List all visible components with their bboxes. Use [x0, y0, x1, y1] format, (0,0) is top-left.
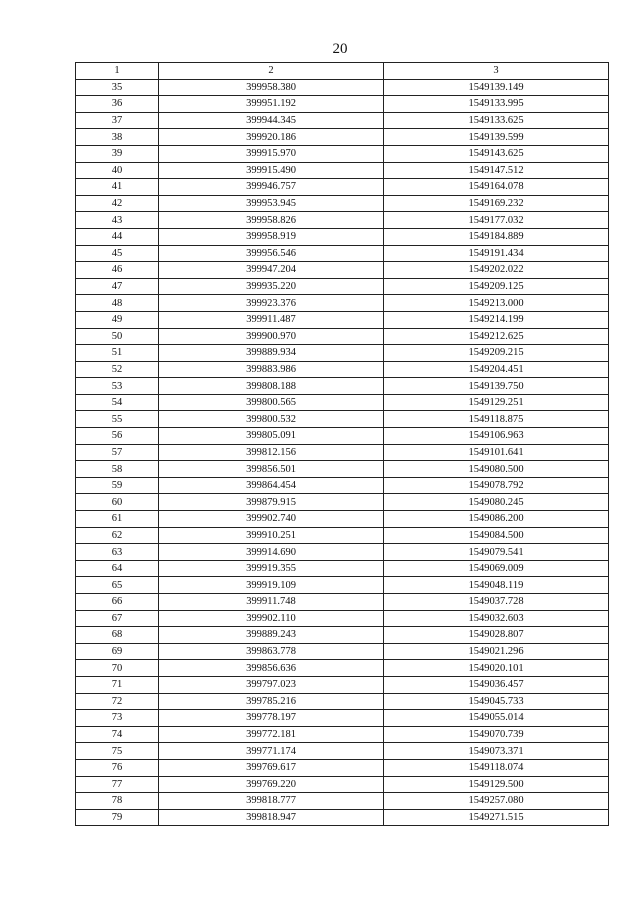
- x-coordinate-cell: 399944.345: [159, 112, 384, 129]
- y-coordinate-cell: 1549139.599: [384, 129, 609, 146]
- y-coordinate-cell: 1549073.371: [384, 743, 609, 760]
- point-number-cell: 65: [76, 577, 159, 594]
- table-row: [76, 577, 609, 594]
- x-coordinate-cell: 399769.617: [159, 759, 384, 776]
- x-coordinate-cell: 399800.532: [159, 411, 384, 428]
- table-row: [76, 809, 609, 826]
- y-coordinate-cell: 1549080.245: [384, 494, 609, 511]
- x-coordinate-cell: 399889.934: [159, 345, 384, 362]
- table-row: [76, 378, 609, 395]
- point-number-cell: 49: [76, 311, 159, 328]
- point-number-cell: 38: [76, 129, 159, 146]
- table-row: [76, 494, 609, 511]
- point-number-cell: 58: [76, 461, 159, 478]
- y-coordinate-cell: 1549209.125: [384, 278, 609, 295]
- point-number-cell: 57: [76, 444, 159, 461]
- table-row: [76, 96, 609, 113]
- y-coordinate-cell: 1549204.451: [384, 361, 609, 378]
- y-coordinate-cell: 1549213.000: [384, 295, 609, 312]
- x-coordinate-cell: 399856.501: [159, 461, 384, 478]
- table-row: [76, 361, 609, 378]
- point-number-cell: 75: [76, 743, 159, 760]
- table-row: [76, 560, 609, 577]
- point-number-cell: 51: [76, 345, 159, 362]
- point-number-cell: 47: [76, 278, 159, 295]
- x-coordinate-cell: 399797.023: [159, 676, 384, 693]
- x-coordinate-cell: 399769.220: [159, 776, 384, 793]
- table-row: [76, 228, 609, 245]
- y-coordinate-cell: 1549129.500: [384, 776, 609, 793]
- x-coordinate-cell: 399923.376: [159, 295, 384, 312]
- point-number-cell: 62: [76, 527, 159, 544]
- point-number-cell: 48: [76, 295, 159, 312]
- x-coordinate-cell: 399902.110: [159, 610, 384, 627]
- x-coordinate-cell: 399911.748: [159, 594, 384, 611]
- y-coordinate-cell: 1549139.149: [384, 79, 609, 96]
- table-row: [76, 627, 609, 644]
- table-row: [76, 245, 609, 262]
- y-coordinate-cell: 1549164.078: [384, 179, 609, 196]
- column-header: 3: [384, 63, 609, 80]
- point-number-cell: 76: [76, 759, 159, 776]
- x-coordinate-cell: 399910.251: [159, 527, 384, 544]
- point-number-cell: 36: [76, 96, 159, 113]
- table-row: [76, 328, 609, 345]
- x-coordinate-cell: 399920.186: [159, 129, 384, 146]
- table-row: [76, 776, 609, 793]
- point-number-cell: 68: [76, 627, 159, 644]
- y-coordinate-cell: 1549055.014: [384, 710, 609, 727]
- point-number-cell: 56: [76, 428, 159, 445]
- x-coordinate-cell: 399946.757: [159, 179, 384, 196]
- y-coordinate-cell: 1549020.101: [384, 660, 609, 677]
- table-row: [76, 527, 609, 544]
- table-row: [76, 793, 609, 810]
- x-coordinate-cell: 399771.174: [159, 743, 384, 760]
- y-coordinate-cell: 1549212.625: [384, 328, 609, 345]
- y-coordinate-cell: 1549101.641: [384, 444, 609, 461]
- table-row: [76, 660, 609, 677]
- table-row: [76, 511, 609, 528]
- y-coordinate-cell: 1549079.541: [384, 544, 609, 561]
- table-row: [76, 79, 609, 96]
- x-coordinate-cell: 399778.197: [159, 710, 384, 727]
- point-number-cell: 43: [76, 212, 159, 229]
- point-number-cell: 74: [76, 726, 159, 743]
- point-number-cell: 53: [76, 378, 159, 395]
- point-number-cell: 40: [76, 162, 159, 179]
- x-coordinate-cell: 399808.188: [159, 378, 384, 395]
- y-coordinate-cell: 1549129.251: [384, 394, 609, 411]
- point-number-cell: 70: [76, 660, 159, 677]
- y-coordinate-cell: 1549021.296: [384, 643, 609, 660]
- y-coordinate-cell: 1549202.022: [384, 262, 609, 279]
- table-row: [76, 759, 609, 776]
- y-coordinate-cell: 1549133.995: [384, 96, 609, 113]
- coordinates-table: [75, 62, 609, 826]
- table-row: [76, 195, 609, 212]
- y-coordinate-cell: 1549045.733: [384, 693, 609, 710]
- x-coordinate-cell: 399958.826: [159, 212, 384, 229]
- x-coordinate-cell: 399958.919: [159, 228, 384, 245]
- x-coordinate-cell: 399800.565: [159, 394, 384, 411]
- table-row: [76, 411, 609, 428]
- x-coordinate-cell: 399785.216: [159, 693, 384, 710]
- table-row: [76, 544, 609, 561]
- y-coordinate-cell: 1549143.625: [384, 145, 609, 162]
- x-coordinate-cell: 399772.181: [159, 726, 384, 743]
- table-row: [76, 676, 609, 693]
- table-row: [76, 145, 609, 162]
- y-coordinate-cell: 1549271.515: [384, 809, 609, 826]
- point-number-cell: 73: [76, 710, 159, 727]
- point-number-cell: 60: [76, 494, 159, 511]
- x-coordinate-cell: 399856.636: [159, 660, 384, 677]
- table-header-row: [76, 63, 609, 80]
- y-coordinate-cell: 1549177.032: [384, 212, 609, 229]
- x-coordinate-cell: 399818.777: [159, 793, 384, 810]
- x-coordinate-cell: 399914.690: [159, 544, 384, 561]
- x-coordinate-cell: 399812.156: [159, 444, 384, 461]
- point-number-cell: 42: [76, 195, 159, 212]
- table-row: [76, 295, 609, 312]
- point-number-cell: 41: [76, 179, 159, 196]
- point-number-cell: 37: [76, 112, 159, 129]
- point-number-cell: 61: [76, 511, 159, 528]
- x-coordinate-cell: 399935.220: [159, 278, 384, 295]
- table-row: [76, 179, 609, 196]
- y-coordinate-cell: 1549037.728: [384, 594, 609, 611]
- y-coordinate-cell: 1549191.434: [384, 245, 609, 262]
- page-number: 20: [332, 41, 348, 57]
- x-coordinate-cell: 399818.947: [159, 809, 384, 826]
- table-row: [76, 262, 609, 279]
- point-number-cell: 71: [76, 676, 159, 693]
- y-coordinate-cell: 1549214.199: [384, 311, 609, 328]
- x-coordinate-cell: 399915.490: [159, 162, 384, 179]
- y-coordinate-cell: 1549133.625: [384, 112, 609, 129]
- table-row: [76, 345, 609, 362]
- point-number-cell: 79: [76, 809, 159, 826]
- x-coordinate-cell: 399919.109: [159, 577, 384, 594]
- point-number-cell: 55: [76, 411, 159, 428]
- table-row: [76, 594, 609, 611]
- y-coordinate-cell: 1549086.200: [384, 511, 609, 528]
- point-number-cell: 50: [76, 328, 159, 345]
- table-row: [76, 461, 609, 478]
- point-number-cell: 64: [76, 560, 159, 577]
- y-coordinate-cell: 1549209.215: [384, 345, 609, 362]
- point-number-cell: 39: [76, 145, 159, 162]
- point-number-cell: 66: [76, 594, 159, 611]
- table-row: [76, 129, 609, 146]
- table-body: [76, 79, 609, 826]
- table-row: [76, 710, 609, 727]
- point-number-cell: 77: [76, 776, 159, 793]
- x-coordinate-cell: 399953.945: [159, 195, 384, 212]
- table-row: [76, 112, 609, 129]
- y-coordinate-cell: 1549118.875: [384, 411, 609, 428]
- table-row: [76, 610, 609, 627]
- y-coordinate-cell: 1549070.739: [384, 726, 609, 743]
- x-coordinate-cell: 399805.091: [159, 428, 384, 445]
- column-header: 2: [159, 63, 384, 80]
- point-number-cell: 78: [76, 793, 159, 810]
- x-coordinate-cell: 399958.380: [159, 79, 384, 96]
- x-coordinate-cell: 399863.778: [159, 643, 384, 660]
- y-coordinate-cell: 1549257.080: [384, 793, 609, 810]
- table-row: [76, 743, 609, 760]
- table-row: [76, 394, 609, 411]
- table-row: [76, 428, 609, 445]
- x-coordinate-cell: 399915.970: [159, 145, 384, 162]
- point-number-cell: 63: [76, 544, 159, 561]
- x-coordinate-cell: 399864.454: [159, 477, 384, 494]
- y-coordinate-cell: 1549032.603: [384, 610, 609, 627]
- point-number-cell: 46: [76, 262, 159, 279]
- x-coordinate-cell: 399889.243: [159, 627, 384, 644]
- x-coordinate-cell: 399956.546: [159, 245, 384, 262]
- x-coordinate-cell: 399900.970: [159, 328, 384, 345]
- x-coordinate-cell: 399919.355: [159, 560, 384, 577]
- y-coordinate-cell: 1549036.457: [384, 676, 609, 693]
- y-coordinate-cell: 1549106.963: [384, 428, 609, 445]
- point-number-cell: 67: [76, 610, 159, 627]
- table-row: [76, 444, 609, 461]
- x-coordinate-cell: 399883.986: [159, 361, 384, 378]
- point-number-cell: 44: [76, 228, 159, 245]
- x-coordinate-cell: 399902.740: [159, 511, 384, 528]
- y-coordinate-cell: 1549028.807: [384, 627, 609, 644]
- point-number-cell: 52: [76, 361, 159, 378]
- point-number-cell: 45: [76, 245, 159, 262]
- point-number-cell: 59: [76, 477, 159, 494]
- y-coordinate-cell: 1549184.889: [384, 228, 609, 245]
- y-coordinate-cell: 1549169.232: [384, 195, 609, 212]
- x-coordinate-cell: 399947.204: [159, 262, 384, 279]
- table-row: [76, 212, 609, 229]
- table-row: [76, 311, 609, 328]
- point-number-cell: 72: [76, 693, 159, 710]
- y-coordinate-cell: 1549118.074: [384, 759, 609, 776]
- column-header: 1: [76, 63, 159, 80]
- table-row: [76, 278, 609, 295]
- y-coordinate-cell: 1549080.500: [384, 461, 609, 478]
- y-coordinate-cell: 1549048.119: [384, 577, 609, 594]
- y-coordinate-cell: 1549069.009: [384, 560, 609, 577]
- x-coordinate-cell: 399951.192: [159, 96, 384, 113]
- y-coordinate-cell: 1549078.792: [384, 477, 609, 494]
- table-row: [76, 162, 609, 179]
- y-coordinate-cell: 1549139.750: [384, 378, 609, 395]
- x-coordinate-cell: 399879.915: [159, 494, 384, 511]
- point-number-cell: 69: [76, 643, 159, 660]
- table-row: [76, 477, 609, 494]
- point-number-cell: 35: [76, 79, 159, 96]
- y-coordinate-cell: 1549147.512: [384, 162, 609, 179]
- y-coordinate-cell: 1549084.500: [384, 527, 609, 544]
- table-row: [76, 726, 609, 743]
- table-row: [76, 643, 609, 660]
- x-coordinate-cell: 399911.487: [159, 311, 384, 328]
- table-row: [76, 693, 609, 710]
- point-number-cell: 54: [76, 394, 159, 411]
